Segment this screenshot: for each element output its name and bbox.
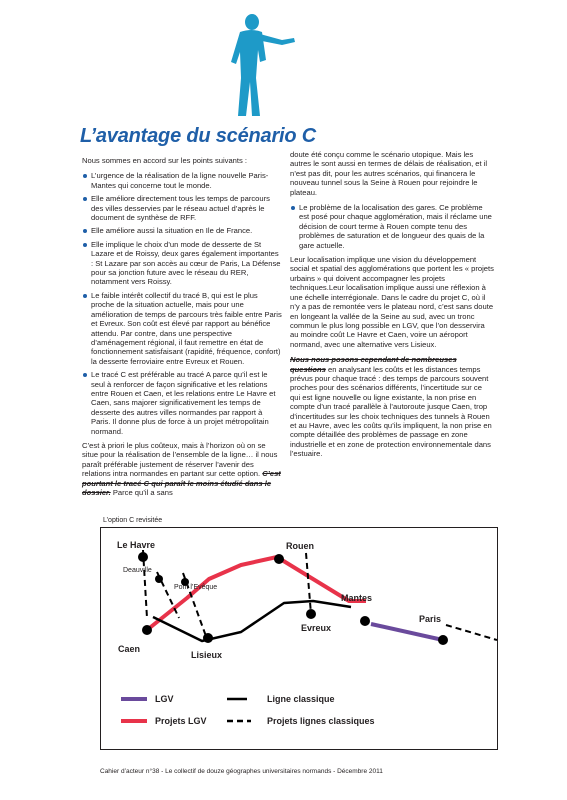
right-column: [290, 150, 494, 465]
paragraph-text-end: Parce qu’il a sans: [112, 488, 173, 497]
city-dot: [203, 633, 213, 643]
list-item: Le faible intérêt collectif du tracé B, qui est le plus proche de la situation actuelle, mais pour une amélioration de temps de parcours très faible entre Paris et Evreux. Son coût est élevé par rapport au bénéfice attendu. Par contre, dans une perspective d’aménagement régional, il faut remettre en état de fonctionnement satisfaisant (rapidité, fréquence, confort) la desserte ferroviaire entre Evreux et Rouen.: [82, 291, 282, 366]
city-dot: [274, 554, 284, 564]
paragraph-text: en analysant les coûts et les distances temps prévus pour chaque tracé : des temps de parcours souvent proches pour des scénarios différents, l’incertitude sur ce qui est ligne nouvelle ou ligne existante, la non prise en compte d’un tracé parallèle à l’autoroute jusque Caen, trop d’incertitudes sur les choix techniques des tunnels à Rouen et au Havre, avec les coûts qu’ils impliquent, la non prise en compte détaillée des problèmes de passage en zone industrielle et en zone de protection environnementale dans l’estuaire.: [290, 364, 492, 459]
intro-text: Nous sommes en accord sur les points suivants :: [82, 156, 248, 165]
city-dot: [142, 625, 152, 635]
city-label-lisieux: Lisieux: [191, 650, 223, 660]
struck-text: C’est pourtant le tracé C qui paraît le moins étudié dans le dossier.: [82, 469, 281, 497]
list-item: Le problème de la localisation des gares. Ce problème est posé pour chaque agglomération, mais il réclame une décision de court terme à Rouen compte tenu des problèmes de saturation et de longueur des quais de la gare actuelle.: [290, 203, 494, 250]
legend-label-projets-lignes-classiques: Projets lignes classiques: [267, 716, 375, 726]
legend-label-projets-lgv: Projets LGV: [155, 716, 207, 726]
ligne-classique-route: [153, 601, 351, 641]
list-item: Elle implique le choix d’un mode de desserte de St Lazare et de Roissy, deux gares également importantes : St Lazare par son accès au cœur de Paris, La Défense pour sa jonction future avec le réseau du RER, notamment vers Roissy.: [82, 240, 282, 287]
list-item: L’urgence de la réalisation de la ligne nouvelle Paris-Mantes qui concerne tout le monde.: [82, 171, 282, 190]
city-label-rouen: Rouen: [286, 541, 314, 551]
city-label-le-havre: Le Havre: [117, 540, 156, 550]
city-dot: [138, 552, 148, 562]
rail-map: [100, 527, 498, 750]
list-item: Elle améliore aussi la situation en Ile de France.: [82, 226, 282, 235]
page-footer: Cahier d’acteur n°38 - Le collectif de douze géographes universitaires normands - Décembre 2011: [100, 768, 383, 775]
list-item: Elle améliore directement tous les temps de parcours des villes desservies par le réseau actuel d’après le document de synthèse de RFF.: [82, 194, 282, 222]
legend-label-lgv: LGV: [155, 694, 174, 704]
paragraph-text: doute été conçu comme le scénario utopique. Mais les autres le sont aussi en termes de délais de réalisation, et il n’est pas dit, pour les autres scénarios, qui financera le nouveau tunnel sous la Seine à Rouen pour rejoindre le plateau.: [290, 150, 488, 197]
city-label-caen: Caen: [118, 644, 141, 654]
legend-label-ligne-classique: Ligne classique: [267, 694, 335, 704]
map-caption: L’option C revisitée: [103, 517, 163, 524]
lgv-route: [371, 624, 443, 640]
paragraph-text: Leur localisation implique une vision du développement social et spatial des agglomérations que portent les « projets urbains » qui doivent accompagner les projets techniques.Leur localisation implique aussi une réflexion à une échelle interrégionale. Dans le cadre du projet C, où il n’y a pas de remontée vers le plateau nord, c’est sans doute en longeant la vallée de la Seine au sud, avec un tronc commun le plus long possible en LGV, que l’on desservira au moindre coût Le Havre et Caen, voire un aéroport normand, avec une alternative vers Lisieux.: [290, 255, 494, 349]
city-label-pont-leveque: Pont l’Evêque: [174, 584, 218, 591]
city-label-deauville: Deauville: [123, 567, 152, 574]
conclusion-paragraph: [82, 441, 282, 497]
problem-list: [290, 203, 494, 250]
city-dot: [306, 609, 316, 619]
paragraph-text: C’est à priori le plus coûteux, mais à l’horizon où on se situe pour la réalisation de l’ensemble de la ligne… il nous paraît préférable justement de réserver l’avenir des relations intra normandes en partant sur cette option.: [82, 440, 278, 479]
struck-text: Nous nous posons cependant de nombreuses questions: [290, 355, 457, 374]
map-legend: [121, 694, 375, 726]
city-label-evreux: Evreux: [301, 623, 332, 633]
city-label-paris: Paris: [419, 614, 442, 624]
list-item: Le tracé C est préférable au tracé A parce qu’il est le seul à renforcer de façon significative et les relations entre Rouen et Caen, et les relations entre Le Havre et Caen, sans majorer significativement les temps de desserte des autres villes normandes par rapport à Paris. Il donne plus de force à un projet métropolitain normand.: [82, 370, 282, 436]
presenter-figure: [200, 8, 320, 118]
rail-map-svg: [101, 528, 497, 749]
city-dot: [360, 616, 370, 626]
city-dot: [155, 575, 163, 583]
city-dot: [438, 635, 448, 645]
page-title: L’avantage du scénario C: [80, 125, 317, 147]
questions-paragraph: [290, 355, 494, 458]
projets-lgv-route: [147, 557, 366, 630]
left-column: [82, 156, 282, 503]
agreement-list: [82, 171, 282, 436]
city-label-mantes: Mantes: [341, 593, 373, 603]
